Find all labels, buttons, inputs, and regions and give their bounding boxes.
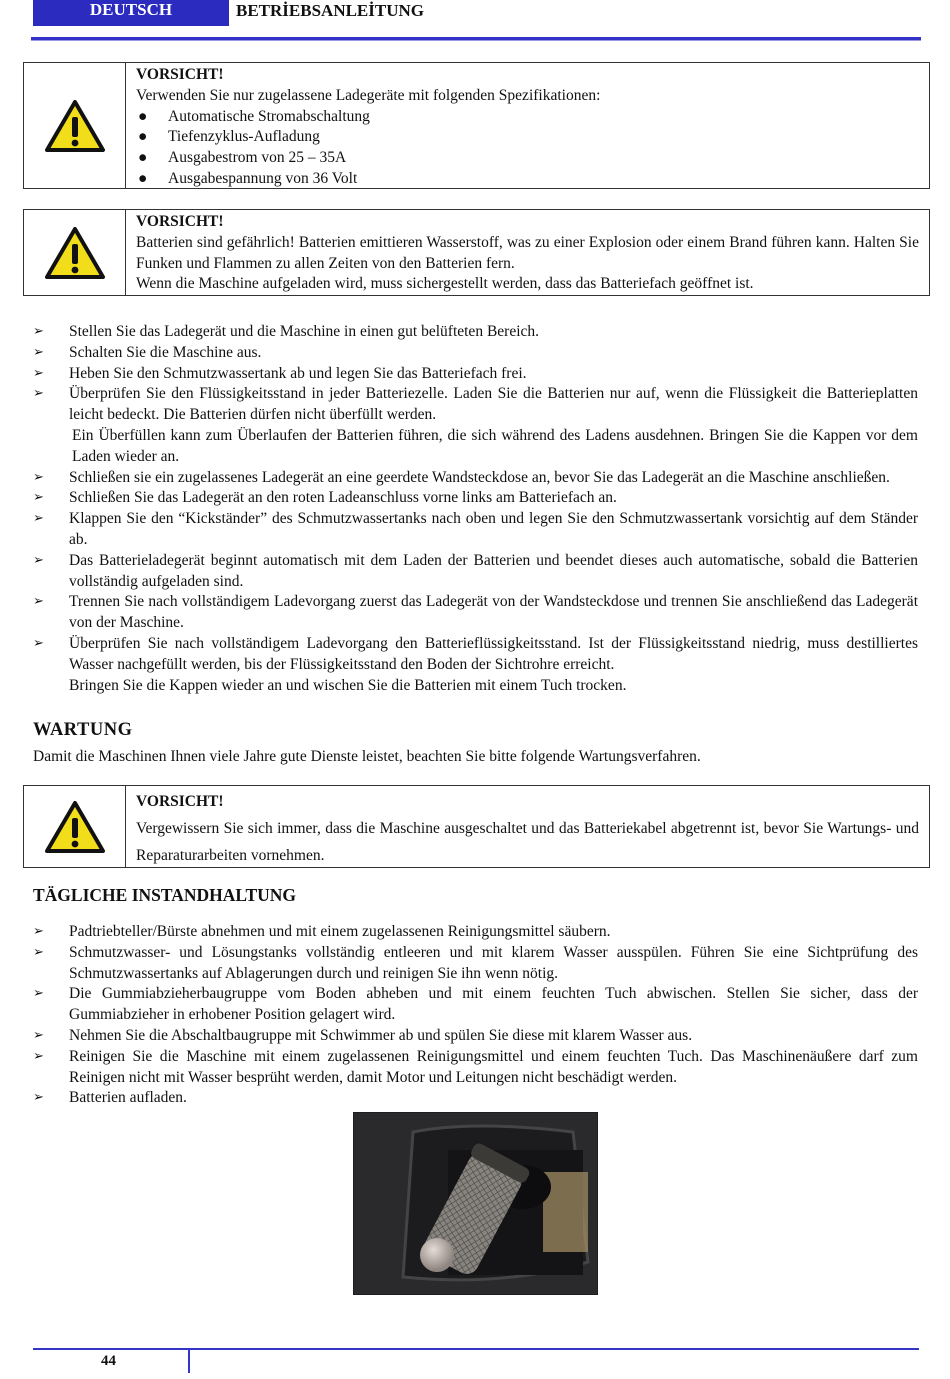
arrowhead-bullet-icon: ➢ — [33, 324, 44, 339]
daily-maintenance-title: TÄGLICHE INSTANDHALTUNG — [33, 885, 297, 905]
language-tab: DEUTSCH — [33, 0, 229, 26]
charging-steps-list — [33, 322, 918, 696]
list-item: ➢ Padtriebteller/Bürste abnehmen und mit einem zugelassenen Reinigungsmittel säubern. — [33, 922, 918, 943]
warning-text: Batterien sind gefährlich! Batterien emittieren Wasserstoff, was zu einer Explosion oder einem Brand führen kann. Halten Sie Funken und Flammen zu allen Zeiten von den Batterien fern. — [136, 233, 919, 272]
arrowhead-bullet-icon: ➢ — [33, 344, 44, 360]
arrowhead-bullet-icon: ➢ — [33, 1027, 44, 1043]
arrowhead-bullet-icon: ➢ — [33, 1090, 44, 1106]
list-item: ➢ Nehmen Sie die Abschaltbaugruppe mit Schwimmer ab und spülen Sie diese mit klarem Wasser aus. — [33, 1026, 918, 1047]
list-item: ➢ Schließen Sie das Ladegerät an den roten Ladeanschluss vorne links am Batteriefach an. — [33, 488, 918, 509]
warning-triangle-icon — [44, 99, 106, 153]
list-item: ➢ Überprüfen Sie den Flüssigkeitsstand in jeder Batteriezelle. Laden Sie die Batterien nur auf, wenn die Flüssigkeit die Batterieplatten leicht bedeckt. Die Batterien dürfen nicht überfüllt werden. — [33, 384, 918, 426]
warning-intro: Verwenden Sie nur zugelassene Ladegeräte mit folgenden Spezifikationen: — [136, 86, 601, 104]
maintenance-title: WARTUNG — [33, 720, 133, 740]
warning-heading: VORSICHT! — [136, 213, 224, 230]
arrowhead-bullet-icon: ➢ — [33, 365, 44, 381]
warning-text: Vergewissern Sie sich immer, dass die Maschine ausgeschaltet und das Batteriekabel abgetrennt ist, bevor Sie Wartungs- und Reparaturarbeiten vornehmen. — [136, 820, 919, 864]
warning-heading: VORSICHT! — [136, 793, 224, 810]
list-item: ➢ Die Gummiabzieherbaugruppe vom Boden abheben und mit einem feuchten Tuch abwischen. Stellen Sie sicher, dass der Gummiabzieher in erhobener Position gelagert wird. — [33, 984, 918, 1026]
warning-content — [126, 63, 929, 188]
spec-item: ● Ausgabespannung von 36 Volt — [138, 169, 358, 187]
spec-item: ● Tiefenzyklus-Aufladung — [138, 128, 320, 146]
warning-triangle-icon — [44, 226, 106, 280]
list-item: ➢ Klappen Sie den “Kickständer” des Schmutzwassertanks nach oben und legen Sie den Schmutzwassertank vorsichtig auf dem Ständer ab. — [33, 509, 918, 551]
daily-maintenance-list — [33, 922, 918, 1109]
arrowhead-bullet-icon: ➢ — [33, 986, 44, 1002]
list-item: ➢ Schalten Sie die Maschine aus. — [33, 343, 918, 364]
arrowhead-bullet-icon: ➢ — [33, 469, 44, 485]
list-item: ➢ Schmutzwasser- und Lösungstanks vollständig entleeren und mit klarem Wasser ausspülen. Führen Sie eine Sichtprüfung des Schmutzwassertanks auf Ablagerungen durch und reinigen Sie ihn wenn nötig. — [33, 943, 918, 985]
list-item: ➢ Das Batterieladegerät beginnt automatisch mit dem Laden der Batterien und beendet dieses auch automatische, sobald die Batterien vollständig aufgeladen sind. — [33, 551, 918, 593]
warning-heading: VORSICHT! — [136, 66, 224, 83]
list-item-continuation: Ein Überfüllen kann zum Überlaufen der Batterien führen, die sich während des Ladens ausdehnen. Bringen Sie die Kappen vor dem Laden wieder an. — [72, 426, 918, 465]
list-item: ➢ Reinigen Sie die Maschine mit einem zugelassenen Reinigungsmittel und einem feuchten Tuch. Das Maschinenäußere darf zum Reinigen nicht mit Wasser besprüht werden, damit Motor und Leitungen nicht beschädigt werden. — [33, 1047, 918, 1089]
charging-final-note: Bringen Sie die Kappen wieder an und wischen Sie die Batterien mit einem Tuch trocken. — [69, 676, 627, 694]
warning-icon-cell — [24, 63, 126, 188]
page-number: 44 — [101, 1353, 116, 1369]
arrowhead-bullet-icon: ➢ — [33, 594, 44, 610]
list-item: ➢ Trennen Sie nach vollständigem Ladevorgang zuerst das Ladegerät von der Wandsteckdose und trennen Sie anschließend das Ladegerät von der Maschine. — [33, 592, 918, 634]
float-shutoff-filter-photo — [353, 1112, 598, 1295]
warning-box-battery-danger — [23, 209, 930, 296]
arrowhead-bullet-icon: ➢ — [33, 944, 44, 960]
spec-item: ● Automatische Stromabschaltung — [138, 107, 370, 125]
arrowhead-bullet-icon: ➢ — [33, 635, 44, 651]
warning-icon-cell — [24, 210, 126, 295]
arrowhead-bullet-icon: ➢ — [33, 1048, 44, 1064]
warning-icon-cell — [24, 786, 126, 867]
spec-item: ● Ausgabestrom von 25 – 35A — [138, 149, 347, 167]
list-item: ➢ Überprüfen Sie nach vollständigem Ladevorgang den Batterieflüssigkeitsstand. Ist der Flüssigkeitsstand niedrig, muss destilliertes Wasser nachgefüllt werden, bis der Flüssigkeitsstand den Boden der Sichtrohre erreicht. — [33, 634, 918, 676]
warning-box-charger-spec — [23, 62, 930, 189]
maintenance-intro: Damit die Maschinen Ihnen viele Jahre gute Dienste leistet, beachten Sie bitte folgende Wartungsverfahren. — [33, 748, 701, 765]
warning-text: Wenn die Maschine aufgeladen wird, muss sichergestellt werden, dass das Batteriefach geöffnet ist. — [136, 275, 754, 293]
warning-content — [126, 786, 929, 867]
warning-triangle-icon — [44, 800, 106, 854]
arrowhead-bullet-icon: ➢ — [33, 511, 44, 527]
footer-separator — [188, 1350, 190, 1373]
warning-box-maintenance — [23, 785, 930, 868]
arrowhead-bullet-icon: ➢ — [33, 552, 44, 568]
document-title: BETRİEBSANLEİTUNG — [236, 1, 425, 20]
arrowhead-bullet-icon: ➢ — [33, 924, 44, 939]
warning-content — [126, 210, 929, 295]
header-rule — [31, 37, 921, 41]
arrowhead-bullet-icon: ➢ — [33, 386, 44, 402]
list-item: ➢ Batterien aufladen. — [33, 1088, 918, 1109]
list-item: ➢ Heben Sie den Schmutzwassertank ab und legen Sie das Batteriefach frei. — [33, 364, 918, 385]
footer-rule — [33, 1348, 919, 1350]
list-item: ➢ Schließen sie ein zugelassenes Ladegerät an eine geerdete Wandsteckdose an, bevor Sie das Ladegerät an die Maschine anschließen. — [33, 468, 918, 489]
list-item: ➢ Stellen Sie das Ladegerät und die Maschine in einen gut belüfteten Bereich. — [33, 322, 918, 343]
arrowhead-bullet-icon: ➢ — [33, 490, 44, 506]
